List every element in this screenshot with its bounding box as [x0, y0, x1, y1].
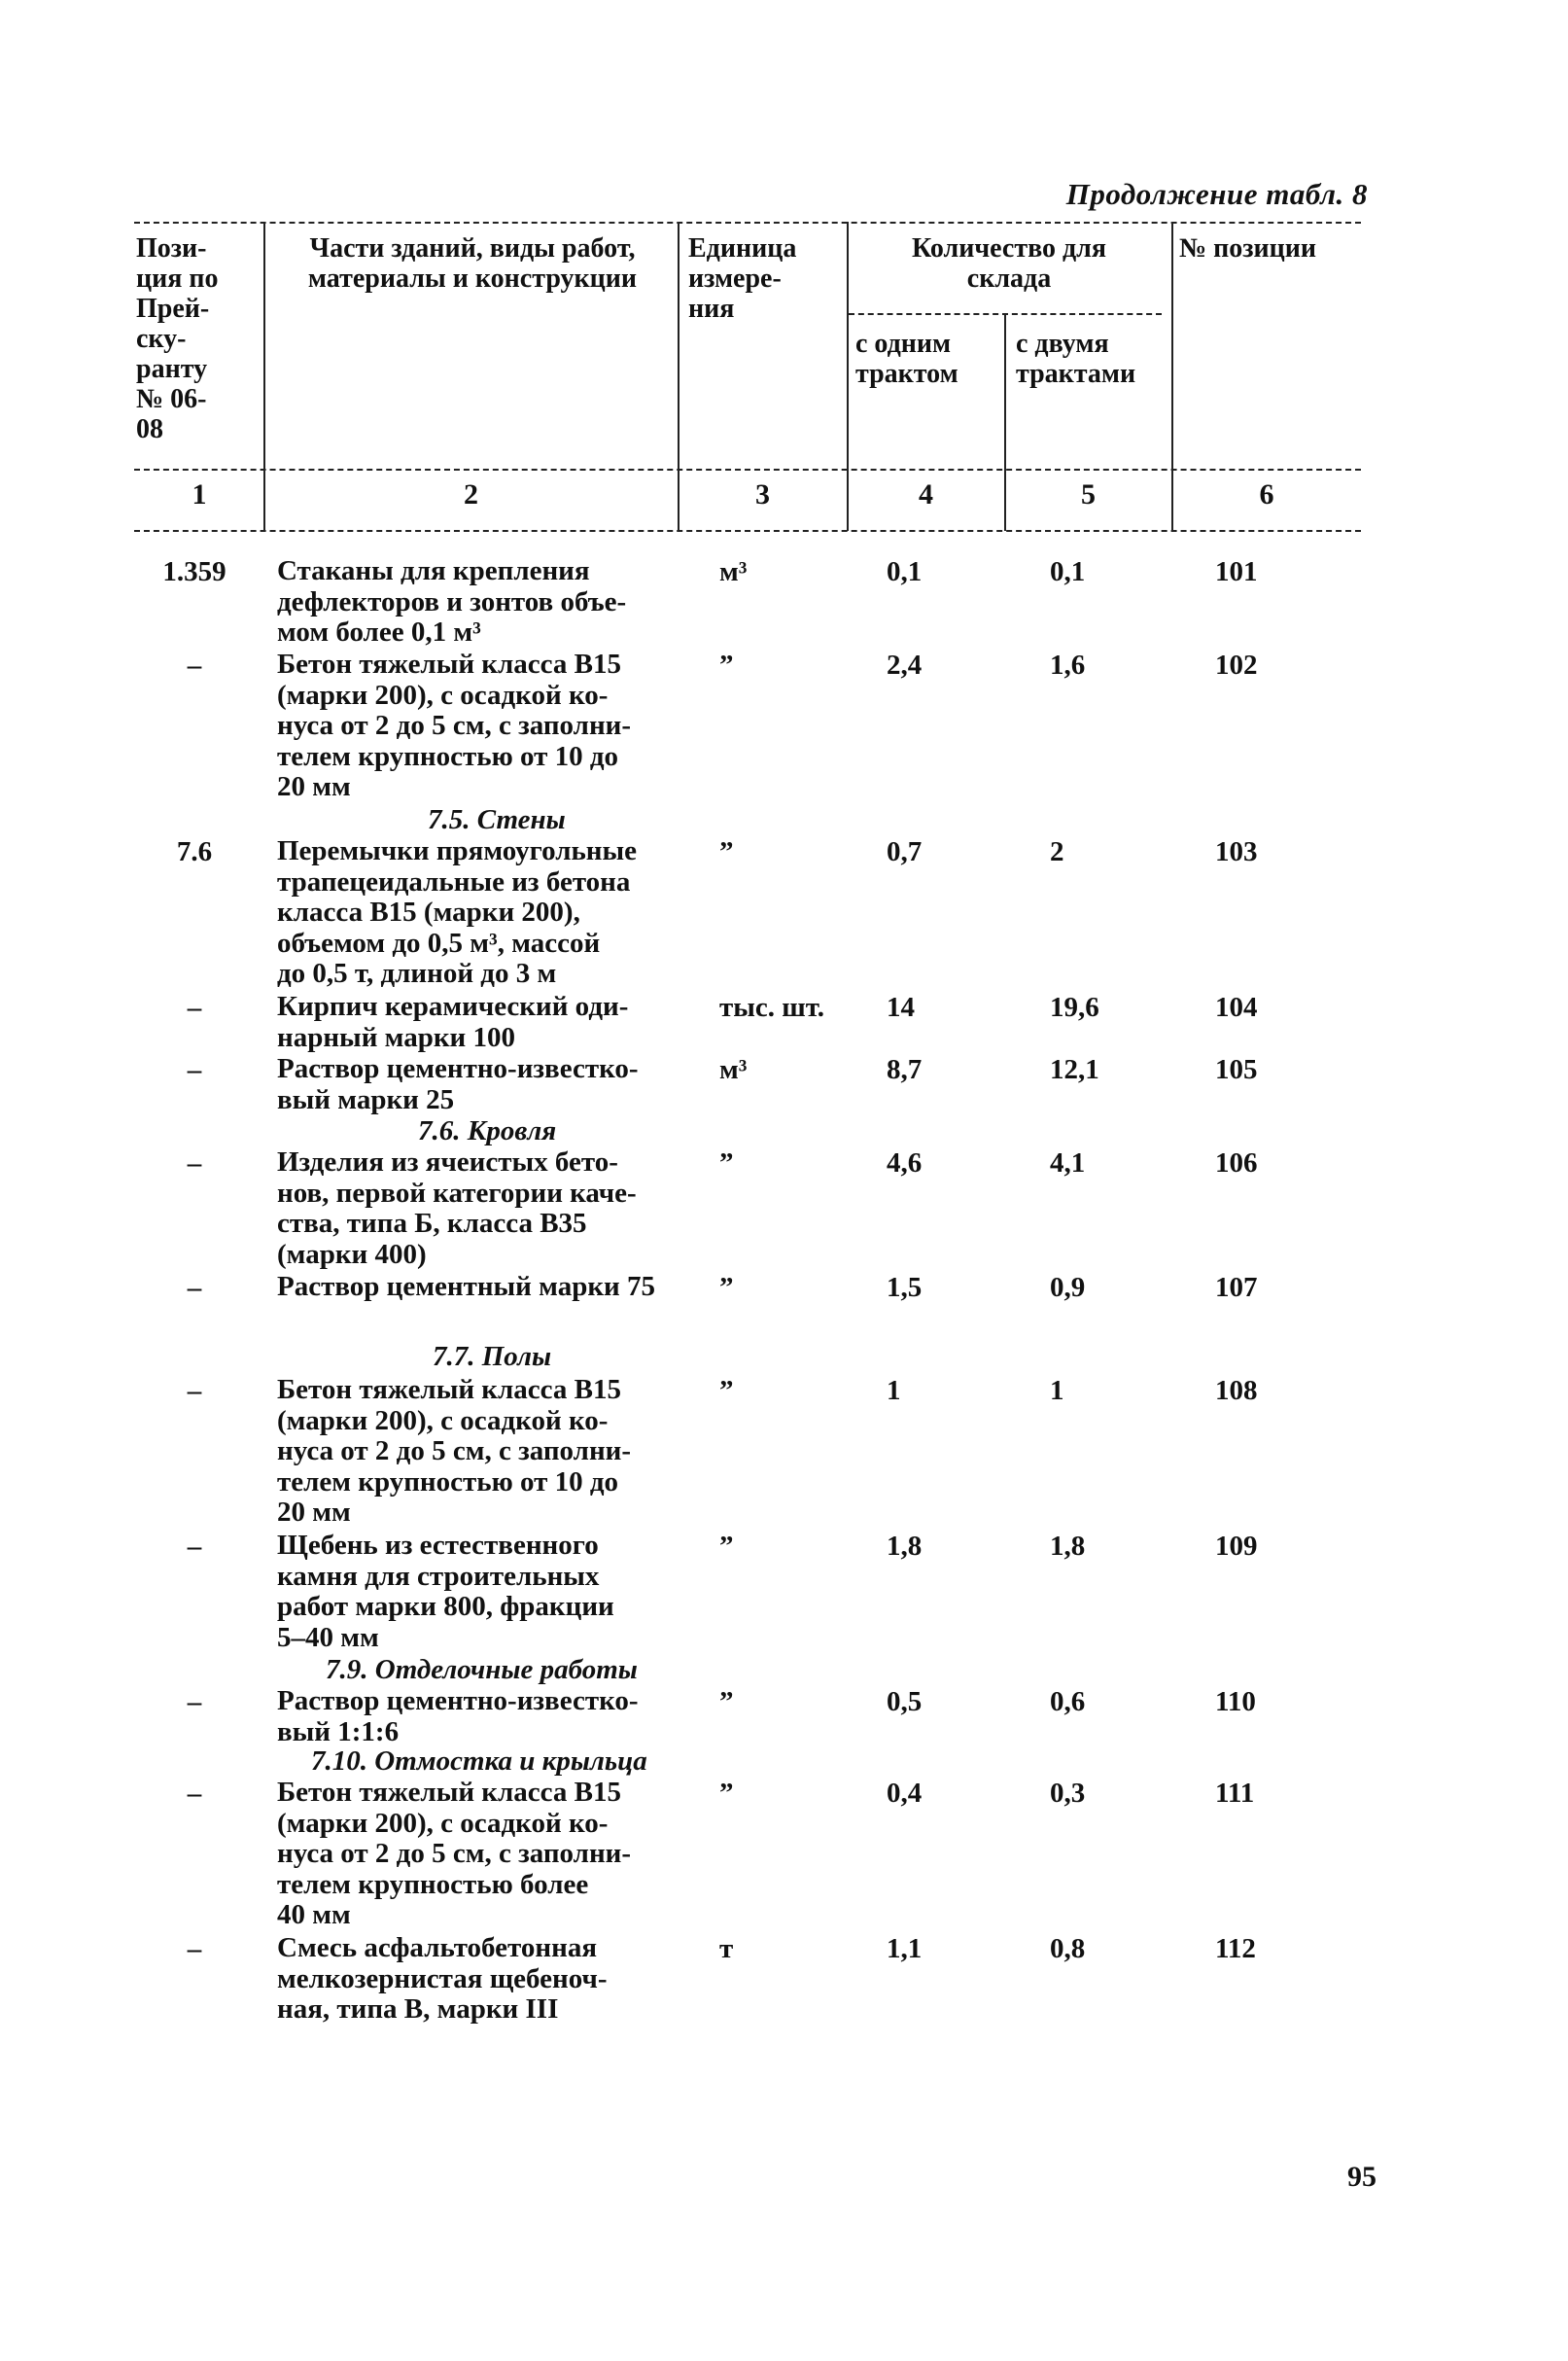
row-description: Раствор цементно-известко- вый 1:1:6 — [277, 1685, 639, 1747]
row-position: 7.6 — [176, 836, 213, 867]
row-unit: ” — [719, 1531, 734, 1562]
row-number: 102 — [1215, 650, 1258, 681]
header-two-tracts: с двумя трактами — [1016, 329, 1136, 389]
row-qty-one: 1 — [887, 1375, 901, 1406]
row-unit: ” — [719, 1778, 734, 1809]
section-heading: 7.10. Отмостка и крыльца — [311, 1745, 647, 1777]
row-position: 1.359 — [162, 556, 226, 587]
column-number: 5 — [1081, 478, 1096, 511]
row-qty-two: 0,1 — [1050, 556, 1086, 587]
row-position: – — [187, 992, 202, 1023]
row-qty-two: 0,9 — [1050, 1272, 1086, 1303]
row-position: – — [187, 1778, 202, 1809]
row-qty-one: 8,7 — [887, 1054, 923, 1085]
page-number: 95 — [1347, 2161, 1376, 2193]
row-description: Смесь асфальтобетонная мелкозернистая щебеноч- ная, типа В, марки III — [277, 1932, 608, 2025]
row-qty-two: 2 — [1050, 836, 1064, 867]
row-position: – — [187, 1531, 202, 1562]
row-qty-one: 1,8 — [887, 1531, 923, 1562]
row-number: 112 — [1215, 1933, 1256, 1964]
row-qty-one: 1,5 — [887, 1272, 923, 1303]
row-qty-one: 0,5 — [887, 1686, 923, 1717]
column-number: 3 — [755, 478, 770, 511]
row-number: 103 — [1215, 836, 1258, 867]
row-unit: м³ — [719, 1054, 748, 1085]
section-heading: 7.7. Полы — [433, 1341, 552, 1372]
row-unit: м³ — [719, 556, 748, 587]
row-description: Бетон тяжелый класса В15 (марки 200), с осадкой ко- нуса от 2 до 5 см, с заполни- телем крупностью от 10 до 20 мм — [277, 1374, 632, 1528]
row-unit: т — [719, 1933, 734, 1964]
row-qty-one: 1,1 — [887, 1933, 923, 1964]
table-top-rule — [134, 222, 1361, 224]
row-number: 101 — [1215, 556, 1258, 587]
row-description: Бетон тяжелый класса В15 (марки 200), с осадкой ко- нуса от 2 до 5 см, с заполни- телем крупностью более 40 мм — [277, 1777, 632, 1930]
row-unit: ” — [719, 1686, 734, 1717]
row-position: – — [187, 1375, 202, 1406]
row-qty-two: 0,3 — [1050, 1778, 1086, 1809]
section-heading: 7.5. Стены — [428, 804, 566, 835]
row-unit: ” — [719, 1272, 734, 1303]
row-number: 107 — [1215, 1272, 1258, 1303]
row-unit: ” — [719, 836, 734, 867]
column-number: 6 — [1259, 478, 1274, 511]
row-number: 111 — [1215, 1778, 1255, 1809]
row-description: Изделия из ячеистых бето- нов, первой категории каче- ства, типа Б, класса В35 (марки 400) — [277, 1146, 637, 1270]
row-unit: тыс. шт. — [719, 992, 825, 1023]
row-number: 104 — [1215, 992, 1258, 1023]
row-qty-one: 4,6 — [887, 1147, 923, 1179]
row-number: 105 — [1215, 1054, 1258, 1085]
row-description: Щебень из естественного камня для строительных работ марки 800, фракции 5–40 мм — [277, 1530, 614, 1653]
column-number: 1 — [192, 478, 207, 511]
row-number: 110 — [1215, 1686, 1256, 1717]
row-description: Бетон тяжелый класса В15 (марки 200), с осадкой ко- нуса от 2 до 5 см, с заполни- телем крупностью от 10 до 20 мм — [277, 649, 632, 802]
row-description: Кирпич керамический оди- нарный марки 100 — [277, 991, 629, 1053]
row-qty-two: 1,8 — [1050, 1531, 1086, 1562]
header-position: Пози- ция по Прей- ску- ранту № 06- 08 — [136, 233, 219, 444]
row-number: 106 — [1215, 1147, 1258, 1179]
row-qty-one: 0,4 — [887, 1778, 923, 1809]
row-position: – — [187, 1054, 202, 1085]
header-quantity: Количество для склада — [911, 233, 1107, 294]
row-qty-two: 1,6 — [1050, 650, 1086, 681]
row-qty-two: 0,8 — [1050, 1933, 1086, 1964]
row-qty-one: 0,1 — [887, 556, 923, 587]
row-position: – — [187, 650, 202, 681]
header-bottom-rule — [134, 469, 1361, 471]
row-qty-one: 0,7 — [887, 836, 923, 867]
header-unit: Единица измере- ния — [688, 233, 797, 324]
row-unit: ” — [719, 650, 734, 681]
row-qty-two: 1 — [1050, 1375, 1064, 1406]
header-parts: Части зданий, виды работ, материалы и конструкции — [307, 233, 638, 294]
row-qty-two: 4,1 — [1050, 1147, 1086, 1179]
row-unit: ” — [719, 1375, 734, 1406]
row-qty-two: 0,6 — [1050, 1686, 1086, 1717]
row-number: 108 — [1215, 1375, 1258, 1406]
column-number: 2 — [464, 478, 478, 511]
row-position: – — [187, 1933, 202, 1964]
row-unit: ” — [719, 1147, 734, 1179]
row-qty-one: 2,4 — [887, 650, 923, 681]
row-position: – — [187, 1272, 202, 1303]
row-position: – — [187, 1686, 202, 1717]
column-number: 4 — [919, 478, 933, 511]
header-position-number: № позиции — [1179, 233, 1317, 264]
row-description: Перемычки прямоугольные трапецеидальные из бетона класса В15 (марки 200), объемом до 0,5 м³, массой до 0,5 т, длиной до 3 м — [277, 835, 638, 989]
row-description: Раствор цементно-известко- вый марки 25 — [277, 1053, 639, 1115]
row-qty-one: 14 — [887, 992, 915, 1023]
row-description: Стаканы для крепления дефлекторов и зонтов объе- мом более 0,1 м³ — [277, 555, 627, 648]
column-numbers-rule — [134, 530, 1361, 532]
row-qty-two: 19,6 — [1050, 992, 1099, 1023]
row-number: 109 — [1215, 1531, 1258, 1562]
row-description: Раствор цементный марки 75 — [277, 1271, 655, 1302]
row-position: – — [187, 1147, 202, 1179]
table-caption: Продолжение табл. 8 — [1065, 177, 1368, 211]
row-qty-two: 12,1 — [1050, 1054, 1099, 1085]
header-one-tract: с одним трактом — [855, 329, 958, 389]
section-heading: 7.9. Отделочные работы — [326, 1654, 638, 1685]
section-heading: 7.6. Кровля — [418, 1115, 557, 1146]
